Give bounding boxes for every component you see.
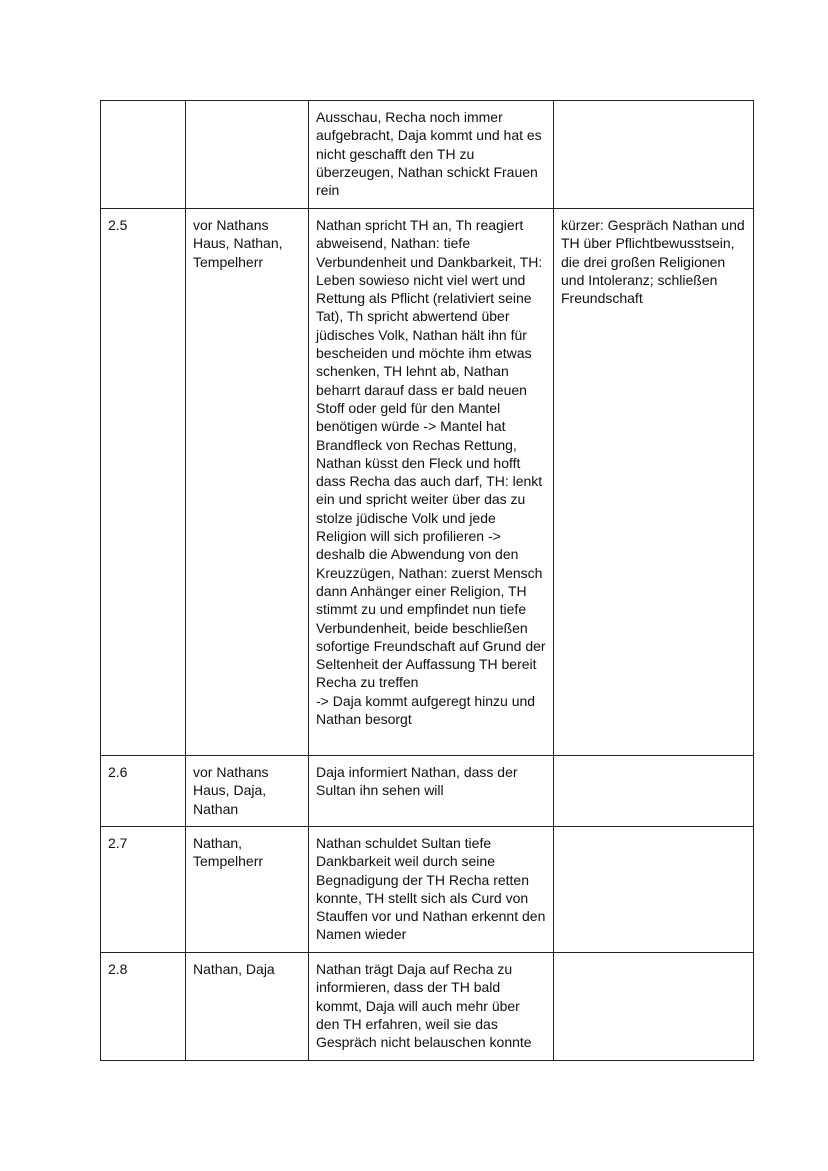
- summary-cell: kürzer: Gespräch Nathan und TH über Pflichtbewusstsein, die drei großen Religionen und Intoleranz; schließen Freundschaft: [554, 209, 754, 756]
- summary-cell: [554, 953, 754, 1061]
- summary-cell: [554, 101, 754, 209]
- scene-number-cell: [101, 101, 186, 209]
- place-persons-cell: Nathan, Daja: [186, 953, 309, 1061]
- content-text: Nathan spricht TH an, Th reagiert abweisend, Nathan: tiefe Verbundenheit und Dankbarkeit, TH: Leben sowieso nicht viel wert und Rettung als Pflicht (relativiert seine Tat), Th spricht abwertend über jüdisches Volk, Nathan hält ihn für bescheiden und möchte ihm etwas schenken, TH lehnt ab, Nathan beharrt darauf dass er bald neuen Stoff oder geld für den Mantel benötigen würde -> Mantel hat Brandfleck von Rechas Rettung, Nathan küsst den Fleck und hofft dass Recha das auch darf, TH: lenkt ein und spricht weiter über das zu stolze jüdische Volk und jede Religion will sich profilieren -> deshalb die Abwendung von den Kreuzzügen, Nathan: zuerst Mensch dann Anhänger einer Religion, TH stimmt zu und empfindet nun tiefe Verbundenheit, beide beschließen sofortige Freundschaft auf Grund der Seltenheit der Auffassung TH bereit Recha zu treffen -> Daja kommt aufgeregt hinzu und Nathan besorgt: [316, 217, 546, 728]
- place-persons-cell: vor Nathans Haus, Daja, Nathan: [186, 756, 309, 827]
- scene-number-cell: 2.8: [101, 953, 186, 1061]
- scene-summary-table: [100, 100, 754, 1061]
- content-cell: [309, 209, 554, 756]
- scene-number-cell: 2.7: [101, 827, 186, 953]
- table-row: [101, 756, 754, 827]
- scene-number-cell: 2.5: [101, 209, 186, 756]
- content-cell: Daja informiert Nathan, dass der Sultan ihn sehen will: [309, 756, 554, 827]
- place-persons-cell: vor Nathans Haus, Nathan, Tempelherr: [186, 209, 309, 756]
- table-row: [101, 209, 754, 756]
- content-cell: Nathan trägt Daja auf Recha zu informieren, dass der TH bald kommt, Daja will auch mehr über den TH erfahren, weil sie das Gespräch nicht belauschen konnte: [309, 953, 554, 1061]
- table-row: [101, 953, 754, 1061]
- summary-cell: [554, 756, 754, 827]
- content-cell: Nathan schuldet Sultan tiefe Dankbarkeit weil durch seine Begnadigung der TH Recha retten konnte, TH stellt sich als Curd von Stauffen vor und Nathan erkennt den Namen wieder: [309, 827, 554, 953]
- summary-cell: [554, 827, 754, 953]
- table-row: [101, 827, 754, 953]
- place-persons-cell: Nathan, Tempelherr: [186, 827, 309, 953]
- place-persons-cell: [186, 101, 309, 209]
- scene-number-cell: 2.6: [101, 756, 186, 827]
- content-cell: Ausschau, Recha noch immer aufgebracht, Daja kommt und hat es nicht geschafft den TH zu überzeugen, Nathan schickt Frauen rein: [309, 101, 554, 209]
- table-row: [101, 101, 754, 209]
